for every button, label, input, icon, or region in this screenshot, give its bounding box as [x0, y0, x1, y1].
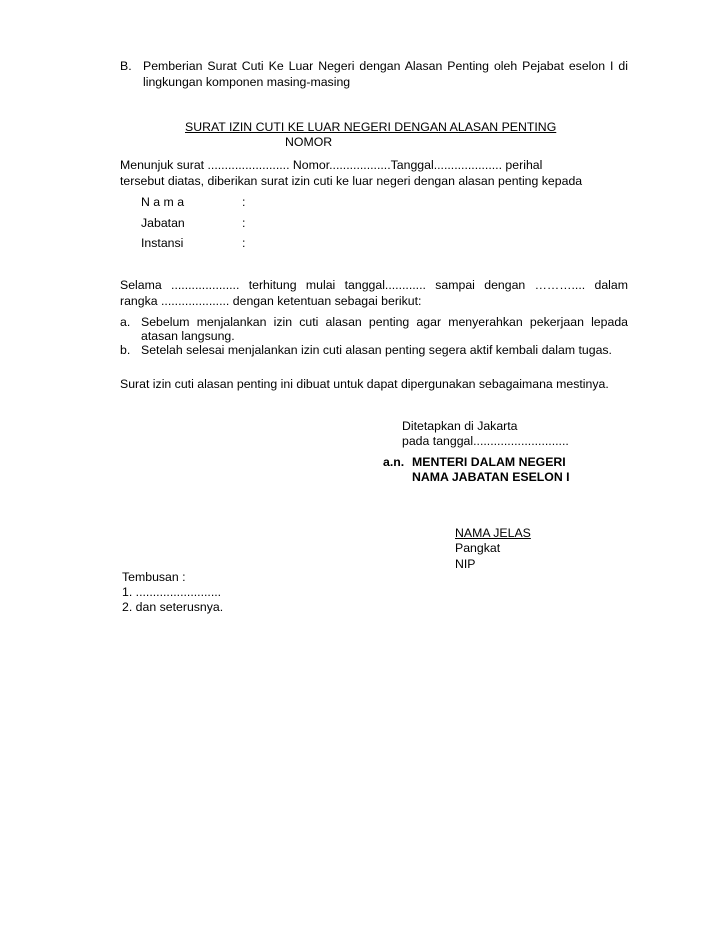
- intro-line2: tersebut diatas, diberikan surat izin cuti ke luar negeri dengan alasan penting kepada: [120, 174, 583, 188]
- field-label-jabatan: Jabatan: [141, 216, 185, 230]
- condition-b-line1: Setelah selesai menjalankan izin cuti alasan penting segera aktif kembali dalam tugas.: [141, 343, 612, 357]
- cc-title: Tembusan :: [122, 570, 186, 584]
- cc-item: 1. .........................: [122, 585, 222, 599]
- signature-rank: Pangkat: [455, 541, 501, 555]
- cc-item: 2. dan seterusnya.: [122, 600, 224, 614]
- field-colon: :: [242, 236, 246, 250]
- signature-position: NAMA JABATAN ESELON I: [412, 470, 570, 484]
- signature-place: Ditetapkan di Jakarta: [402, 419, 518, 433]
- field-label-nama: N a m a: [141, 195, 185, 209]
- condition-a-line1: Sebelum menjalankan izin cuti alasan penting agar menyerahkan pekerjaan lepada: [141, 315, 628, 329]
- signature-nip: NIP: [455, 557, 476, 571]
- signature-minister: MENTERI DALAM NEGERI: [412, 455, 566, 469]
- closing-statement: Surat izin cuti alasan penting ini dibuat untuk dapat dipergunakan sebagaimana mestinya.: [120, 377, 609, 391]
- section-marker: B.: [120, 59, 132, 73]
- field-colon: :: [242, 216, 246, 230]
- condition-marker: a.: [120, 315, 131, 329]
- intro-line1: Menunjuk surat ........................ Nomor..................Tanggal.................... perihal: [120, 158, 543, 172]
- signature-date: pada tanggal............................: [402, 434, 569, 448]
- condition-marker: b.: [120, 343, 131, 357]
- signature-an: a.n.: [383, 455, 405, 469]
- letter-nomor: NOMOR: [285, 135, 333, 149]
- signature-name: NAMA JELAS: [455, 526, 531, 540]
- section-heading-line1: Pemberian Surat Cuti Ke Luar Negeri dengan Alasan Penting oleh Pejabat eselon I di: [143, 59, 628, 73]
- field-colon: :: [242, 195, 246, 209]
- letter-title: SURAT IZIN CUTI KE LUAR NEGERI DENGAN ALASAN PENTING: [185, 120, 557, 134]
- section-heading-line2: lingkungan komponen masing-masing: [143, 75, 351, 89]
- period-line1: Selama .................... terhitung mulai tanggal............ sampai dengan ……….... dalam: [120, 278, 628, 292]
- period-line2: rangka .................... dengan ketentuan sebagai berikut:: [120, 294, 422, 308]
- field-label-instansi: Instansi: [141, 236, 184, 250]
- condition-a-line2: atasan langsung.: [141, 329, 235, 343]
